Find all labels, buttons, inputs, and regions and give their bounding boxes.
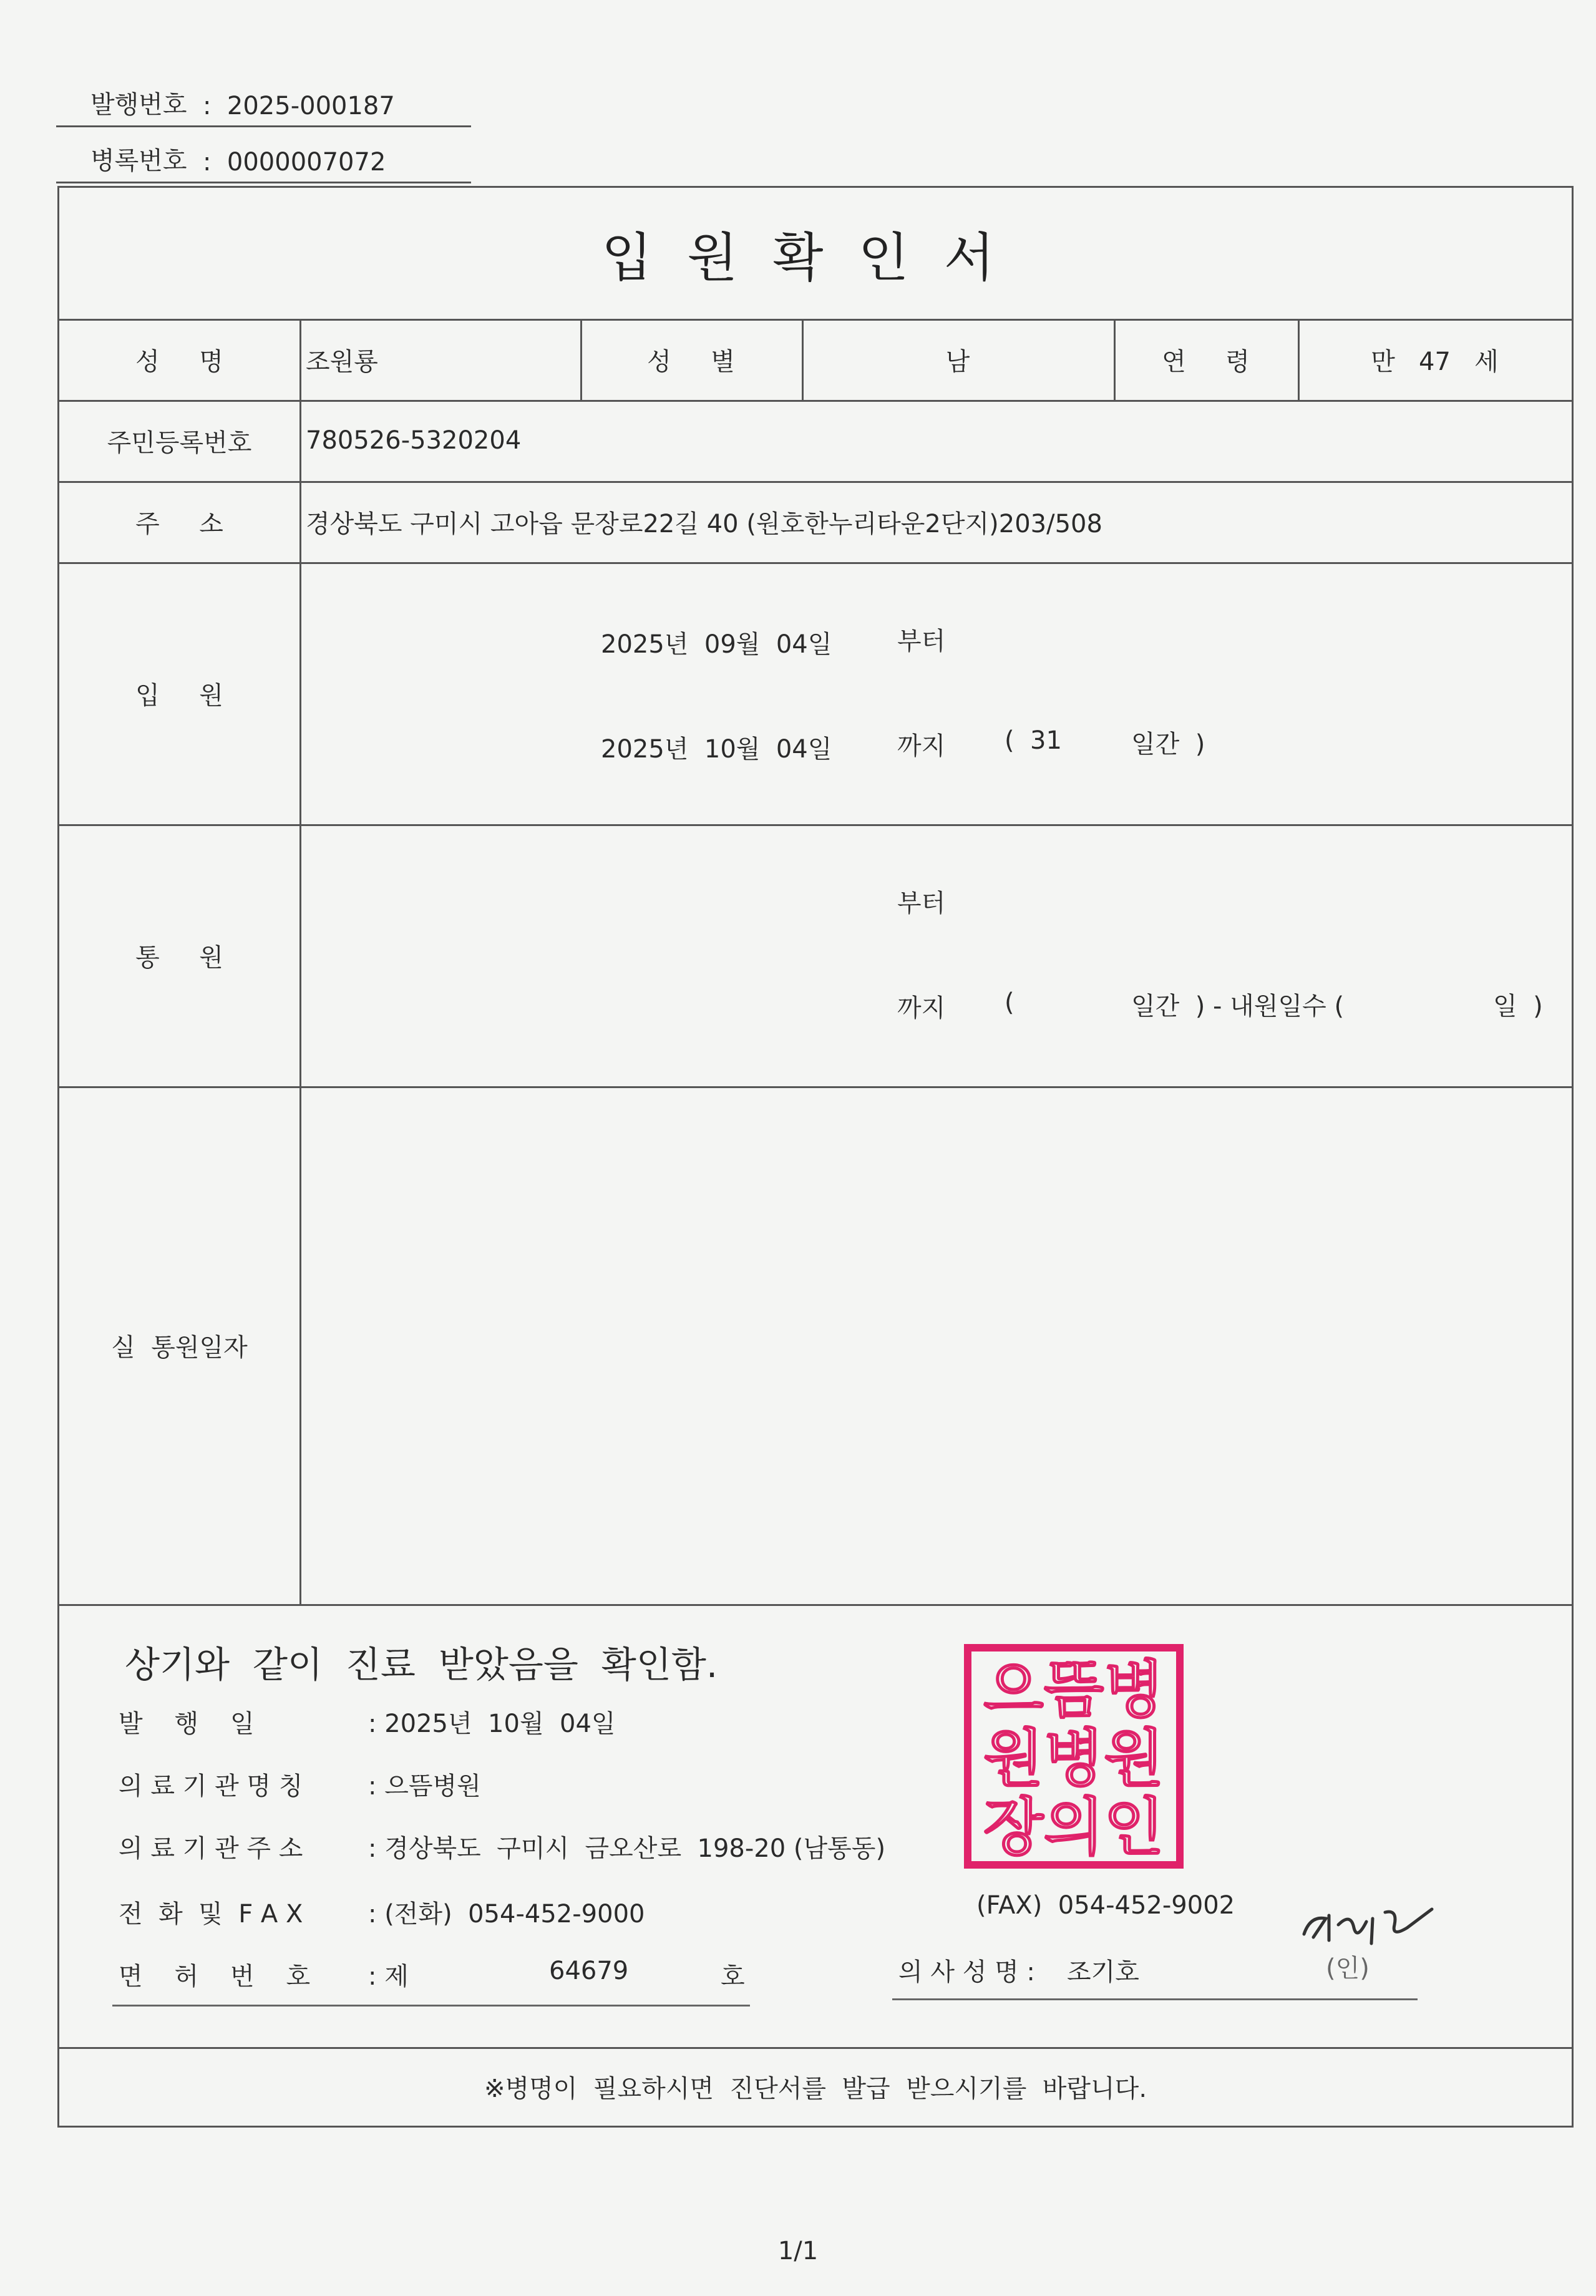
doctor-signature xyxy=(1292,1890,1441,1959)
row-divider xyxy=(59,1604,1572,1606)
document-title: 입원확인서 xyxy=(601,226,1029,288)
issue-date: : 2025년 10월 04일 xyxy=(368,1710,616,1738)
institution-name: : 으뜸병원 xyxy=(368,1772,481,1801)
confirmation-statement: 상기와 같이 진료 받았음을 확인함. xyxy=(125,1643,718,1686)
record-number: 0000007072 xyxy=(226,148,386,177)
issue-number-row xyxy=(56,81,471,127)
patient-name: 조원룡 xyxy=(306,347,378,376)
license-number: 64679 xyxy=(549,1957,629,1985)
patient-age: 만 47 세 xyxy=(1371,347,1499,376)
record-number-row xyxy=(56,137,471,183)
name-label: 성 명 xyxy=(135,347,223,376)
outpatient-to-suffix: 까지 xyxy=(897,994,946,1023)
admission-label: 입 원 xyxy=(135,681,223,710)
sex-label: 성 별 xyxy=(647,347,735,376)
issue-number: 2025-000187 xyxy=(226,92,395,120)
rrn-label: 주민등록번호 xyxy=(107,428,252,457)
record-number-label: 병록번호 xyxy=(90,147,187,175)
doctor-label: 의 사 성 명 : xyxy=(898,1958,1035,1987)
doctor-underline xyxy=(892,1998,1418,2000)
phone-number: : (전화) 054-452-9000 xyxy=(368,1900,645,1929)
patient-sex: 남 xyxy=(945,347,970,376)
admission-to-date: 2025년 10월 04일 xyxy=(601,735,832,764)
license-label: 면 허 번 호 xyxy=(119,1962,311,1991)
seal-row-1: 으뜸병 xyxy=(983,1653,1164,1726)
institution-address-label: 의 료 기 관 주 소 xyxy=(119,1834,303,1863)
issue-date-label: 발 행 일 xyxy=(119,1710,255,1738)
license-underline xyxy=(112,2005,750,2007)
notice: ※병명이 필요하시면 진단서를 발급 받으시기를 바랍니다. xyxy=(484,2074,1147,2103)
hospital-seal-stamp xyxy=(964,1644,1184,1869)
seal-row-3: 장의인 xyxy=(983,1791,1164,1864)
outpatient-days-close: 일간 ) - 내원일수 ( xyxy=(1131,992,1345,1021)
issue-number-label: 발행번호 xyxy=(90,90,187,119)
license-suffix: 호 xyxy=(721,1962,745,1991)
outpatient-visit-close: 일 ) xyxy=(1493,992,1543,1021)
age-label: 연 령 xyxy=(1162,347,1250,376)
phone-fax-label: 전 화 및 F A X xyxy=(119,1900,303,1929)
admission-from-date: 2025년 09월 04일 xyxy=(601,630,832,659)
institution-label: 의 료 기 관 명 칭 xyxy=(119,1772,303,1801)
patient-rrn: 780526-5320204 xyxy=(306,426,522,455)
doctor-name: 조기호 xyxy=(1067,1958,1139,1987)
issue-number-sep: : xyxy=(187,92,227,120)
patient-address: 경상북도 구미시 고아읍 문장로22길 40 (원호한누리타운2단지)203/508 xyxy=(306,509,1102,538)
admission-certificate-form xyxy=(57,186,1574,2128)
license-prefix: : 제 xyxy=(368,1962,409,1991)
page-number: 1/1 xyxy=(777,2237,819,2265)
outpatient-from-suffix: 부터 xyxy=(897,889,946,918)
outpatient-days-open: ( xyxy=(1005,988,1015,1017)
outpatient-label: 통 원 xyxy=(135,943,223,972)
column-divider xyxy=(299,319,301,1604)
record-number-sep: : xyxy=(187,148,227,177)
admission-days: ( 31 xyxy=(1005,726,1062,755)
actual-visits-label: 실 통원일자 xyxy=(111,1333,248,1362)
address-label: 주 소 xyxy=(135,509,223,538)
institution-address: : 경상북도 구미시 금오산로 198-20 (남통동) xyxy=(368,1834,886,1863)
admission-days-close: 일간 ) xyxy=(1131,730,1205,759)
admission-to-suffix: 까지 xyxy=(897,732,946,761)
admission-from-suffix: 부터 xyxy=(897,627,946,656)
fax-number: (FAX) 054-452-9002 xyxy=(976,1891,1235,1920)
seal-mark: (인) xyxy=(1326,1954,1370,1983)
seal-row-2: 원병원 xyxy=(983,1722,1164,1795)
